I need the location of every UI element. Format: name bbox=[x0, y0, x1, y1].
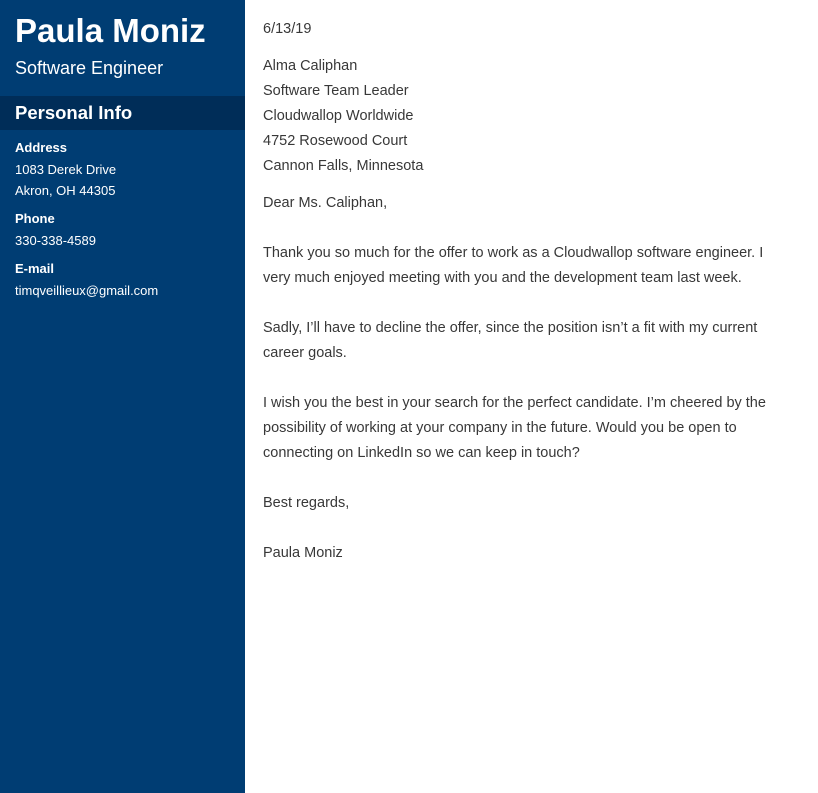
address-line-1: 1083 Derek Drive bbox=[15, 162, 117, 177]
recipient-name: Alma Caliphan bbox=[263, 58, 358, 74]
salutation: Dear Ms. Caliphan, bbox=[263, 195, 388, 211]
address-line-2: Akron, OH 44305 bbox=[15, 183, 116, 198]
applicant-name: Paula Moniz bbox=[15, 12, 206, 49]
body-paragraph-2: Sadly, I’ll have to decline the offer, since the position isn’t a fit with my current career goals. bbox=[263, 320, 758, 361]
body-paragraph-1: Thank you so much for the offer to work as a Cloudwallop software engineer. I very much enjoyed meeting with you and the development team last week. bbox=[263, 245, 764, 286]
applicant-job-title: Software Engineer bbox=[15, 58, 164, 78]
letter-date: 6/13/19 bbox=[263, 21, 312, 37]
recipient-block bbox=[263, 54, 818, 179]
recipient-title: Software Team Leader bbox=[263, 83, 409, 99]
phone-value: 330-338-4589 bbox=[15, 233, 96, 248]
email-label: E-mail bbox=[15, 261, 55, 276]
address-label: Address bbox=[15, 140, 68, 155]
body-paragraph-3: I wish you the best in your search for the perfect candidate. I’m cheered by the possibility of working at your company in the future. Would you be open to connecting on LinkedIn so we can keep in touch? bbox=[263, 395, 766, 461]
recipient-company: Cloudwallop Worldwide bbox=[263, 108, 414, 124]
recipient-street: 4752 Rosewood Court bbox=[263, 133, 408, 149]
signature: Paula Moniz bbox=[263, 545, 343, 561]
recipient-city: Cannon Falls, Minnesota bbox=[263, 158, 424, 174]
phone-label: Phone bbox=[15, 211, 55, 226]
personal-info-title: Personal Info bbox=[15, 102, 133, 123]
closing: Best regards, bbox=[263, 495, 350, 511]
email-value[interactable]: timqveillieux@gmail.com bbox=[15, 283, 159, 298]
